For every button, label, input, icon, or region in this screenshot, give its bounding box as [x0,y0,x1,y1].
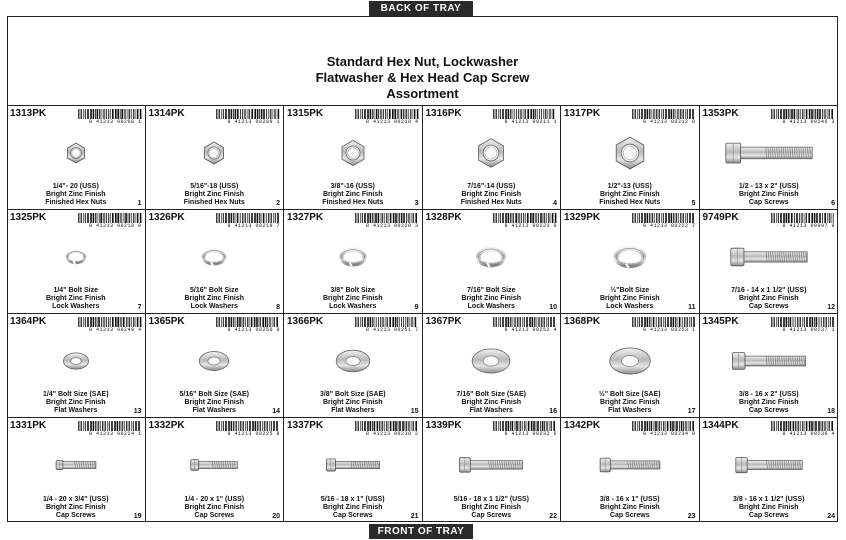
barcode-number: 8 41213 00253 1 [642,327,696,333]
part-number: 1342PK [564,420,601,431]
barcode-number: 8 41213 00222 7 [642,223,696,229]
finish-line: Bright Zinc Finish [600,191,660,198]
compartment-number: 20 [272,513,280,520]
size-line: 5/16" Bolt Size (SAE) [179,391,249,398]
type-line: Cap Screws [55,512,96,519]
compartment-cell [146,418,285,522]
lock-washer-image [284,232,422,282]
type-line: Lock Washers [190,303,238,310]
finish-line: Bright Zinc Finish [323,504,383,511]
cap-screw-image [700,128,839,178]
type-line: Flat Washers [469,407,513,414]
finish-line: Bright Zinc Finish [46,295,106,302]
type-line: Flat Washers [608,407,652,414]
compartment-number: 6 [831,200,835,207]
part-description [146,287,284,311]
back-of-tray-label: BACK OF TRAY [369,1,473,16]
flat-washer-image [561,336,699,386]
compartment-cell [7,314,146,418]
size-line: 5/16" Bolt Size [190,287,239,294]
lock-washer-image [423,232,561,282]
finish-line: Bright Zinc Finish [739,399,799,406]
part-number: 1329PK [564,212,601,223]
part-description [700,496,839,520]
size-line: 1/4" Bolt Size (SAE) [42,391,109,398]
type-line: Lock Washers [52,303,100,310]
flat-washer-image [284,336,422,386]
type-line: Cap Screws [194,512,235,519]
part-number: 1327PK [287,212,324,223]
finish-line: Bright Zinc Finish [184,399,244,406]
barcode-number: 8 41213 00246 3 [782,119,835,125]
compartment-cell [7,106,146,210]
part-description [7,391,145,415]
part-description [284,496,422,520]
compartment-cell [700,314,839,418]
compartment-cell [7,210,146,314]
finish-line: Bright Zinc Finish [46,399,106,406]
finish-line: Bright Zinc Finish [323,295,383,302]
barcode-number: 8 41213 00219 7 [227,223,280,229]
part-description [423,183,561,207]
type-line: Finished Hex Nuts [183,199,245,206]
compartment-number: 22 [549,513,557,520]
cap-screw-image [700,336,839,386]
hex-nut-image [7,128,145,178]
part-number: 1366PK [287,316,324,327]
part-number: 1364PK [10,316,47,327]
part-number: 1353PK [702,108,739,119]
size-line: 1/2 - 13 x 2" (USS) [738,183,799,190]
compartment-cell [7,418,146,522]
part-description [7,287,145,311]
part-description [7,183,145,207]
type-line: Lock Washers [329,303,377,310]
compartment-cell [561,106,700,210]
barcode-number: 8 41213 00211 1 [504,119,557,125]
compartment-cell [423,106,562,210]
compartment-cell [423,210,562,314]
part-number: 1315PK [287,108,324,119]
flat-washer-image [423,336,561,386]
compartment-number: 16 [549,408,557,415]
barcode-number: 8 41213 00230 2 [365,431,419,437]
type-line: Finished Hex Nuts [45,199,107,206]
type-line: Finished Hex Nuts [599,199,661,206]
part-description [561,287,699,311]
lock-washer-image [146,232,284,282]
type-line: Finished Hex Nuts [460,199,522,206]
size-line: 5/16"-18 (USS) [190,183,239,190]
barcode-number: 8 41213 00249 4 [88,327,142,333]
type-line: Lock Washers [606,303,654,310]
part-number: 1326PK [148,212,185,223]
barcode-number: 8 41213 00218 0 [88,223,142,229]
part-description [700,183,839,207]
compartment-cell [423,314,562,418]
compartment-number: 4 [553,200,557,207]
type-line: Cap Screws [748,199,789,206]
compartment-number: 17 [687,408,696,415]
compartment-cell [700,210,839,314]
finish-line: Bright Zinc Finish [46,504,106,511]
compartment-number: 1 [137,200,142,207]
cap-screw-image [7,440,145,490]
part-number: 1331PK [10,420,47,431]
part-number: 1314PK [148,108,185,119]
barcode-number: 8 41213 00212 8 [642,119,696,125]
compartment-cell [146,314,285,418]
barcode-number: 8 41213 00252 4 [504,327,557,333]
size-line: 3/8" Bolt Size [330,287,376,294]
compartment-cell [284,210,423,314]
hex-nut-image [284,128,422,178]
compartment-cell [561,314,700,418]
finish-line: Bright Zinc Finish [461,399,521,406]
compartment-cell [284,314,423,418]
part-description [423,391,561,415]
compartment-number: 7 [137,304,142,311]
barcode-number: 8 41213 00224 1 [88,431,142,437]
compartment-number: 10 [549,304,557,311]
compartment-number: 15 [410,408,419,415]
finish-line: Bright Zinc Finish [323,191,383,198]
size-line: 1/2"-13 (USS) [607,183,652,190]
finish-line: Bright Zinc Finish [46,191,106,198]
part-description [284,287,422,311]
type-line: Cap Screws [471,512,512,519]
size-line: 7/16" Bolt Size (SAE) [456,391,526,398]
type-line: Cap Screws [332,512,373,519]
type-line: Cap Screws [748,407,789,414]
size-line: 7/16 - 14 x 1 1/2" (USS) [731,287,807,294]
size-line: 1/4 - 20 x 1" (USS) [184,496,245,503]
part-number: 1332PK [148,420,185,431]
part-description [284,183,422,207]
type-line: Flat Washers [331,407,375,414]
part-description [561,496,699,520]
barcode-number: 8 41213 00997 9 [782,223,835,229]
finish-line: Bright Zinc Finish [739,504,799,511]
compartment-number: 13 [133,408,142,415]
cap-screw-image [700,232,839,282]
part-description [146,183,284,207]
size-line: 7/16" Bolt Size [467,287,516,294]
compartment-number: 8 [276,304,280,311]
size-line: 3/8 - 16 x 1" (USS) [599,496,660,503]
compartment-number: 23 [687,513,696,520]
compartment-number: 18 [827,408,835,415]
compartment-cell [700,418,839,522]
compartment-number: 5 [691,200,696,207]
finish-line: Bright Zinc Finish [184,191,244,198]
title-line-2: Flatwasher & Hex Head Cap Screw [315,70,530,85]
type-line: Cap Screws [748,303,789,310]
barcode-number: 8 41213 00208 1 [88,119,142,125]
cap-screw-image [700,440,839,490]
compartment-number: 9 [414,304,419,311]
part-number: 1313PK [10,108,47,119]
size-line: 3/8" Bolt Size (SAE) [319,391,386,398]
compartment-cell [284,106,423,210]
hex-nut-image [423,128,561,178]
part-description [700,391,839,415]
size-line: 5/16 - 18 x 1 1/2" (USS) [453,496,529,503]
finish-line: Bright Zinc Finish [323,399,383,406]
finish-line: Bright Zinc Finish [184,295,244,302]
barcode-number: 8 41213 00232 6 [504,431,557,437]
size-line: 3/8 - 16 x 1 1/2" (USS) [733,496,805,503]
finish-line: Bright Zinc Finish [739,295,799,302]
finish-line: Bright Zinc Finish [600,295,660,302]
assortment-title [7,54,838,102]
type-line: Lock Washers [467,303,515,310]
compartment-cell [561,418,700,522]
part-description [146,496,284,520]
part-number: 1344PK [702,420,739,431]
barcode-number: 8 41213 00220 3 [365,223,419,229]
part-number: 1316PK [425,108,462,119]
size-line: ½"Bolt Size [610,287,650,294]
size-line: 7/16"-14 (USS) [467,183,516,190]
size-line: 1/4" Bolt Size [53,287,99,294]
part-number: 1317PK [564,108,601,119]
part-number: 1337PK [287,420,324,431]
part-number: 1345PK [702,316,739,327]
compartment-cell [700,106,839,210]
compartment-cell [423,418,562,522]
part-description [561,183,699,207]
type-line: Flat Washers [192,407,236,414]
barcode-number: 8 41213 00210 4 [365,119,419,125]
barcode-number: 8 41213 00236 4 [782,431,835,437]
barcode-number: 8 41213 00250 0 [227,327,280,333]
type-line: Flat Washers [54,407,98,414]
part-number: 1339PK [425,420,462,431]
part-number: 1368PK [564,316,601,327]
size-line: 1/4 - 20 x 3/4" (USS) [42,496,109,503]
part-number: 1325PK [10,212,47,223]
part-description [284,391,422,415]
hex-nut-image [561,128,699,178]
size-line: 1/4"- 20 (USS) [52,183,99,190]
front-of-tray-label: FRONT OF TRAY [369,524,473,539]
compartment-number: 21 [410,513,419,520]
compartment-cell [284,418,423,522]
part-description [561,391,699,415]
compartment-grid [7,105,838,522]
compartment-number: 11 [688,304,696,311]
size-line: 5/16 - 18 x 1" (USS) [320,496,385,503]
part-description [423,496,561,520]
compartment-number: 12 [827,304,835,311]
part-number: 9749PK [702,212,739,223]
finish-line: Bright Zinc Finish [461,295,521,302]
finish-line: Bright Zinc Finish [184,504,244,511]
lock-washer-image [561,232,699,282]
compartment-cell [561,210,700,314]
flat-washer-image [7,336,145,386]
type-line: Cap Screws [609,512,650,519]
compartment-number: 2 [276,200,280,207]
cap-screw-image [284,440,422,490]
compartment-number: 19 [133,513,142,520]
lock-washer-image [7,232,145,282]
finish-line: Bright Zinc Finish [739,191,799,198]
part-description [700,287,839,311]
part-description [146,391,284,415]
type-line: Cap Screws [748,512,789,519]
finish-line: Bright Zinc Finish [461,504,521,511]
size-line: ½" Bolt Size (SAE) [598,391,661,398]
barcode-number: 8 41213 00234 0 [642,431,696,437]
barcode-number: 8 41213 00251 7 [365,327,419,333]
cap-screw-image [423,440,561,490]
size-line: 3/8"-16 (USS) [330,183,375,190]
barcode-number: 8 41213 00237 1 [782,327,835,333]
compartment-cell [146,106,285,210]
barcode-number: 8 41213 00221 0 [504,223,557,229]
part-description [7,496,145,520]
size-line: 3/8 - 16 x 2" (USS) [738,391,799,398]
title-line-3: Assortment [386,86,459,101]
compartment-number: 14 [272,408,280,415]
compartment-number: 24 [827,513,835,520]
barcode-number: 8 41213 00209 1 [227,119,280,125]
type-line: Finished Hex Nuts [322,199,384,206]
title-line-1: Standard Hex Nut, Lockwasher [326,54,519,69]
compartment-number: 3 [414,200,419,207]
part-description [423,287,561,311]
part-number: 1367PK [425,316,462,327]
cap-screw-image [146,440,284,490]
barcode-number: 8 41213 00225 8 [227,431,280,437]
compartment-cell [146,210,285,314]
cap-screw-image [561,440,699,490]
part-number: 1328PK [425,212,462,223]
flat-washer-image [146,336,284,386]
finish-line: Bright Zinc Finish [461,191,521,198]
finish-line: Bright Zinc Finish [600,399,660,406]
hex-nut-image [146,128,284,178]
finish-line: Bright Zinc Finish [600,504,660,511]
part-number: 1365PK [148,316,185,327]
